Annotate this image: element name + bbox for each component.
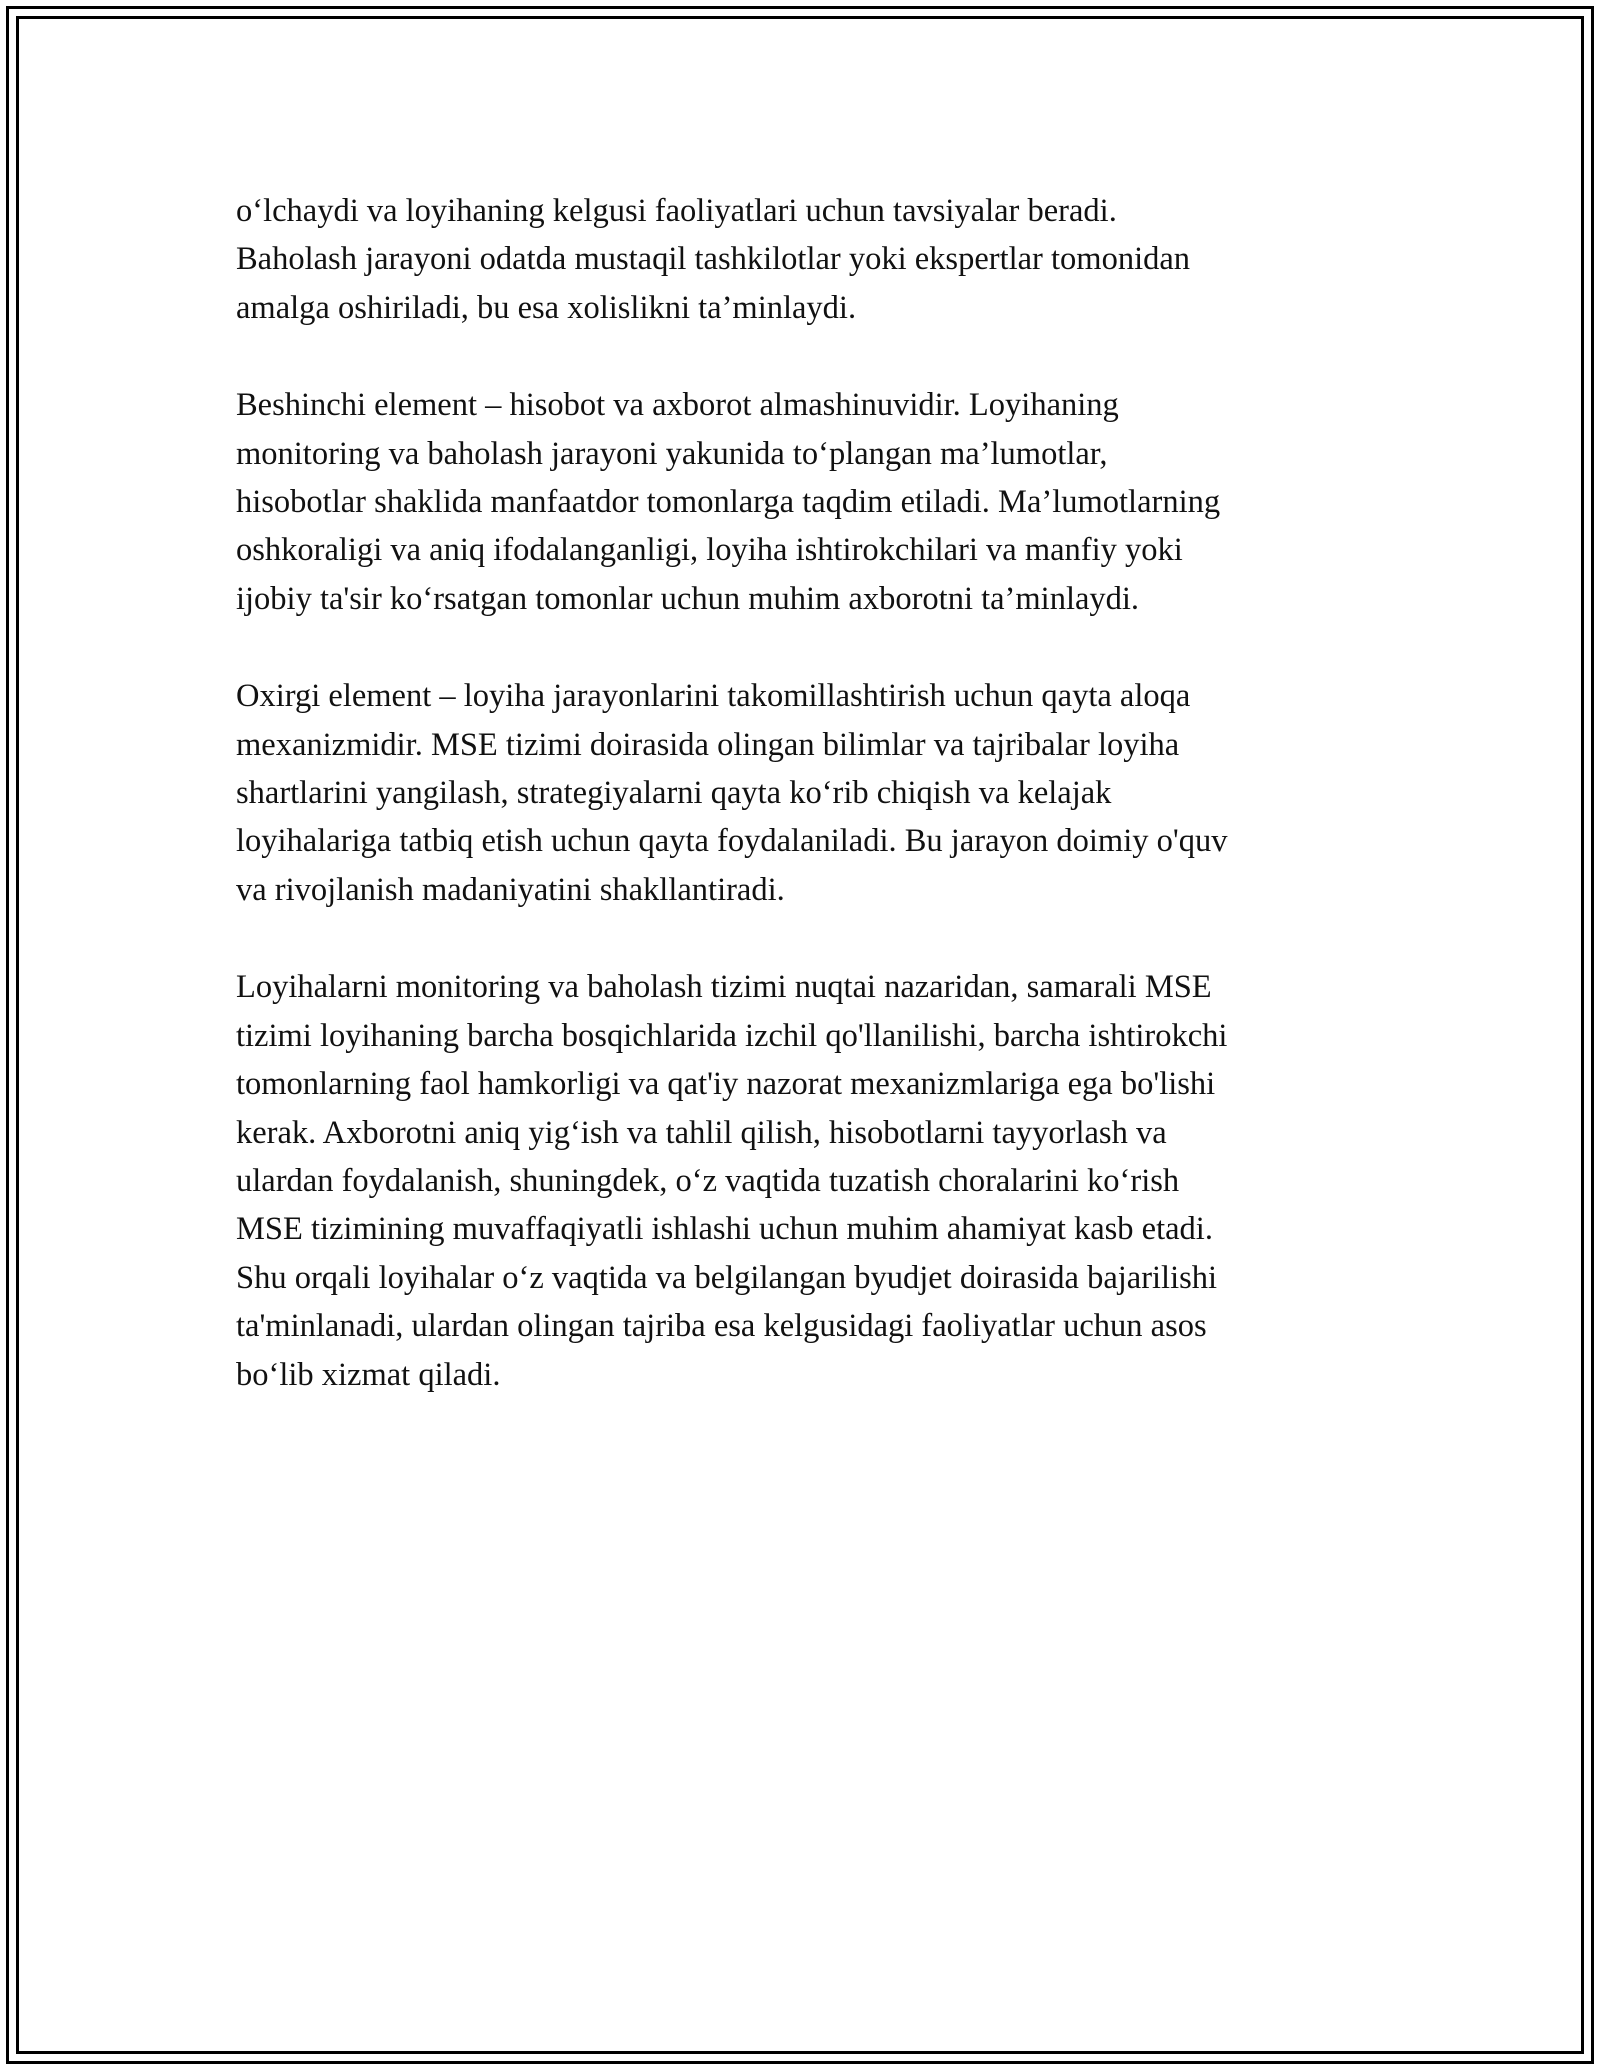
- text-line: kerak. Axborotni aniq yig‘ish va tahlil qilish, hisobotlarni tayyorlash va: [236, 1114, 1167, 1151]
- paragraph-fifth-element: [236, 381, 1370, 623]
- text-line: o‘lchaydi va loyihaning kelgusi faoliyatlari uchun tavsiyalar beradi.: [236, 193, 1117, 229]
- text-line: Shu orqali loyihalar o‘z vaqtida va belgilangan byudjet doirasida bajarilishi: [236, 1259, 1218, 1296]
- document-body: [236, 187, 1370, 1448]
- text-line: Baholash jarayoni odatda mustaqil tashkilotlar yoki ekspertlar tomonidan: [236, 241, 1191, 278]
- text-line: mexanizmidir. MSE tizimi doirasida olingan bilimlar va tajribalar loyiha: [236, 726, 1180, 763]
- text-line: Oxirgi element – loyiha jarayonlarini takomillashtirish uchun qayta aloqa: [236, 678, 1191, 715]
- text-line: Loyihalarni monitoring va baholash tizimi nuqtai nazaridan, samarali MSE: [236, 969, 1212, 1006]
- text-line: loyihalariga tatbiq etish uchun qayta foydalaniladi. Bu jarayon doimiy o'quv: [236, 823, 1228, 860]
- text-line: MSE tizimining muvaffaqiyatli ishlashi uchun muhim ahamiyat kasb etadi.: [236, 1211, 1213, 1248]
- text-line: bo‘lib xizmat qiladi.: [236, 1356, 501, 1393]
- text-line: ijobiy ta'sir ko‘rsatgan tomonlar uchun muhim axborotni ta’minlaydi.: [236, 580, 1140, 617]
- paragraph-evaluation-continued: [236, 187, 1370, 332]
- paragraph-conclusion: [236, 963, 1370, 1399]
- text-line: tizimi loyihaning barcha bosqichlarida izchil qo'llanilishi, barcha ishtirokchi: [236, 1017, 1228, 1054]
- text-line: hisobotlar shaklida manfaatdor tomonlarga taqdim etiladi. Ma’lumotlarning: [236, 484, 1221, 521]
- text-line: ta'minlanadi, ulardan olingan tajriba esa kelgusidagi faoliyatlar uchun asos: [236, 1308, 1207, 1345]
- text-line: oshkoraligi va aniq ifodalanganligi, loyiha ishtirokchilari va manfiy yoki: [236, 532, 1183, 569]
- text-line: va rivojlanish madaniyatini shakllantiradi.: [236, 871, 785, 908]
- text-line: shartlarini yangilash, strategiyalarni qayta ko‘rib chiqish va kelajak: [236, 775, 1112, 812]
- text-line: ulardan foydalanish, shuningdek, o‘z vaqtida tuzatish choralarini ko‘rish: [236, 1162, 1180, 1199]
- text-line: amalga oshiriladi, bu esa xolislikni ta’minlaydi.: [236, 289, 857, 326]
- text-line: Beshinchi element – hisobot va axborot almashinuvidir. Loyihaning: [236, 387, 1119, 424]
- text-line: tomonlarning faol hamkorligi va qat'iy nazorat mexanizmlariga ega bo'lishi: [236, 1066, 1216, 1103]
- text-line: monitoring va baholash jarayoni yakunida to‘plangan ma’lumotlar,: [236, 435, 1108, 472]
- paragraph-last-element: [236, 672, 1370, 914]
